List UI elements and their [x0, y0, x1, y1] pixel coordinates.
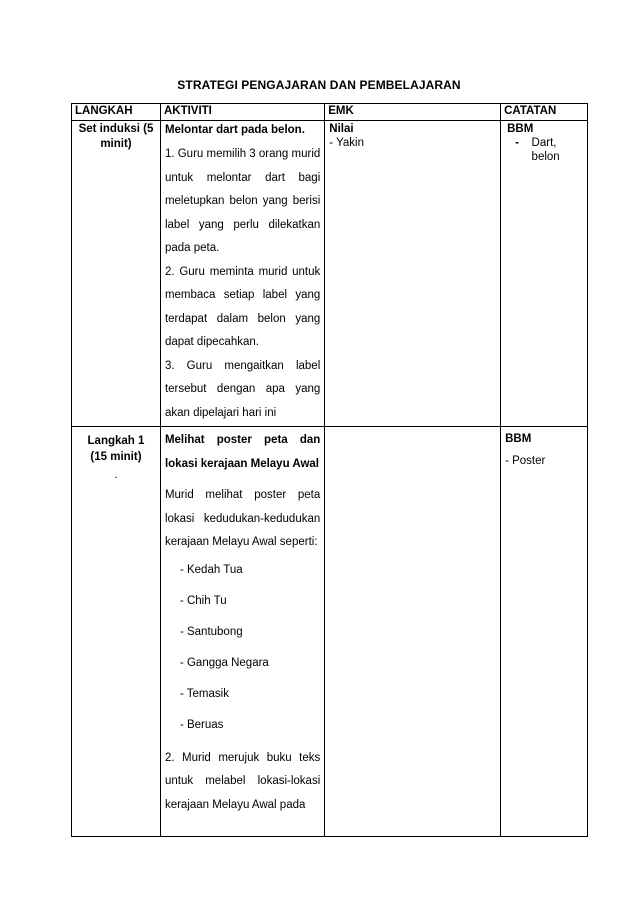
list-item: - Kedah Tua — [179, 563, 243, 576]
aktiviti-cell — [160, 121, 324, 427]
catatan-text: - Poster — [505, 455, 546, 467]
emk-item: - Yakin — [329, 137, 364, 149]
langkah-cell — [72, 427, 161, 837]
aktiviti-title: Melontar dart pada belon. — [164, 124, 305, 136]
list-item: - Santubong — [179, 625, 243, 638]
catatan-title: BBM — [507, 123, 534, 135]
catatan-cell — [501, 121, 588, 427]
header-aktiviti: AKTIVITI — [160, 104, 324, 121]
catatan-dash: - — [515, 137, 519, 149]
header-catatan: CATATAN — [501, 104, 588, 121]
emk-cell — [325, 121, 501, 427]
list-item: - Gangga Negara — [179, 656, 269, 669]
table-row — [72, 427, 588, 837]
aktiviti-step: 3. Guru mengaitkan label tersebut dengan apa yang akan dipelajari hari ini — [164, 359, 321, 419]
header-emk: EMK — [325, 104, 501, 121]
table-header-row — [72, 104, 588, 121]
list-item: - Beruas — [179, 718, 224, 731]
langkah-mark: . — [114, 469, 118, 481]
langkah-text: Set induksi (5 minit) — [78, 123, 154, 150]
emk-cell — [325, 427, 501, 837]
catatan-cell — [501, 427, 588, 837]
page-title: STRATEGI PENGAJARAN DAN PEMBELAJARAN — [177, 78, 461, 92]
langkah-cell — [72, 121, 161, 427]
catatan-item — [505, 136, 583, 164]
list-item: - Chih Tu — [179, 594, 227, 607]
aktiviti-step: 1. Guru memilih 3 orang murid untuk melontar dart bagi meletupkan belon yang berisi label yang perlu dilekatkan pada peta. — [164, 148, 321, 254]
emk-title: Nilai — [329, 123, 354, 135]
list-item: - Temasik — [179, 687, 229, 700]
header-langkah: LANGKAH — [72, 104, 161, 121]
lesson-table — [71, 103, 588, 837]
catatan-text: Dart, belon — [531, 137, 560, 163]
aktiviti-cell — [160, 427, 324, 837]
aktiviti-title: Melihat poster peta dan lokasi kerajaan Melayu Awal — [164, 434, 321, 470]
aktiviti-step: 2. Murid merujuk buku teks untuk melabel lokasi-lokasi kerajaan Melayu Awal pada — [164, 751, 321, 811]
table-row — [72, 121, 588, 427]
aktiviti-intro: Murid melihat poster peta lokasi kedudukan-kedudukan kerajaan Melayu Awal seperti: — [164, 489, 321, 548]
aktiviti-step: 2. Guru meminta murid untuk membaca setiap label yang terdapat dalam belon yang dapat dipecahkan. — [164, 265, 321, 348]
catatan-title: BBM — [505, 433, 532, 445]
langkah-text: Langkah 1 (15 minit) — [87, 435, 145, 463]
